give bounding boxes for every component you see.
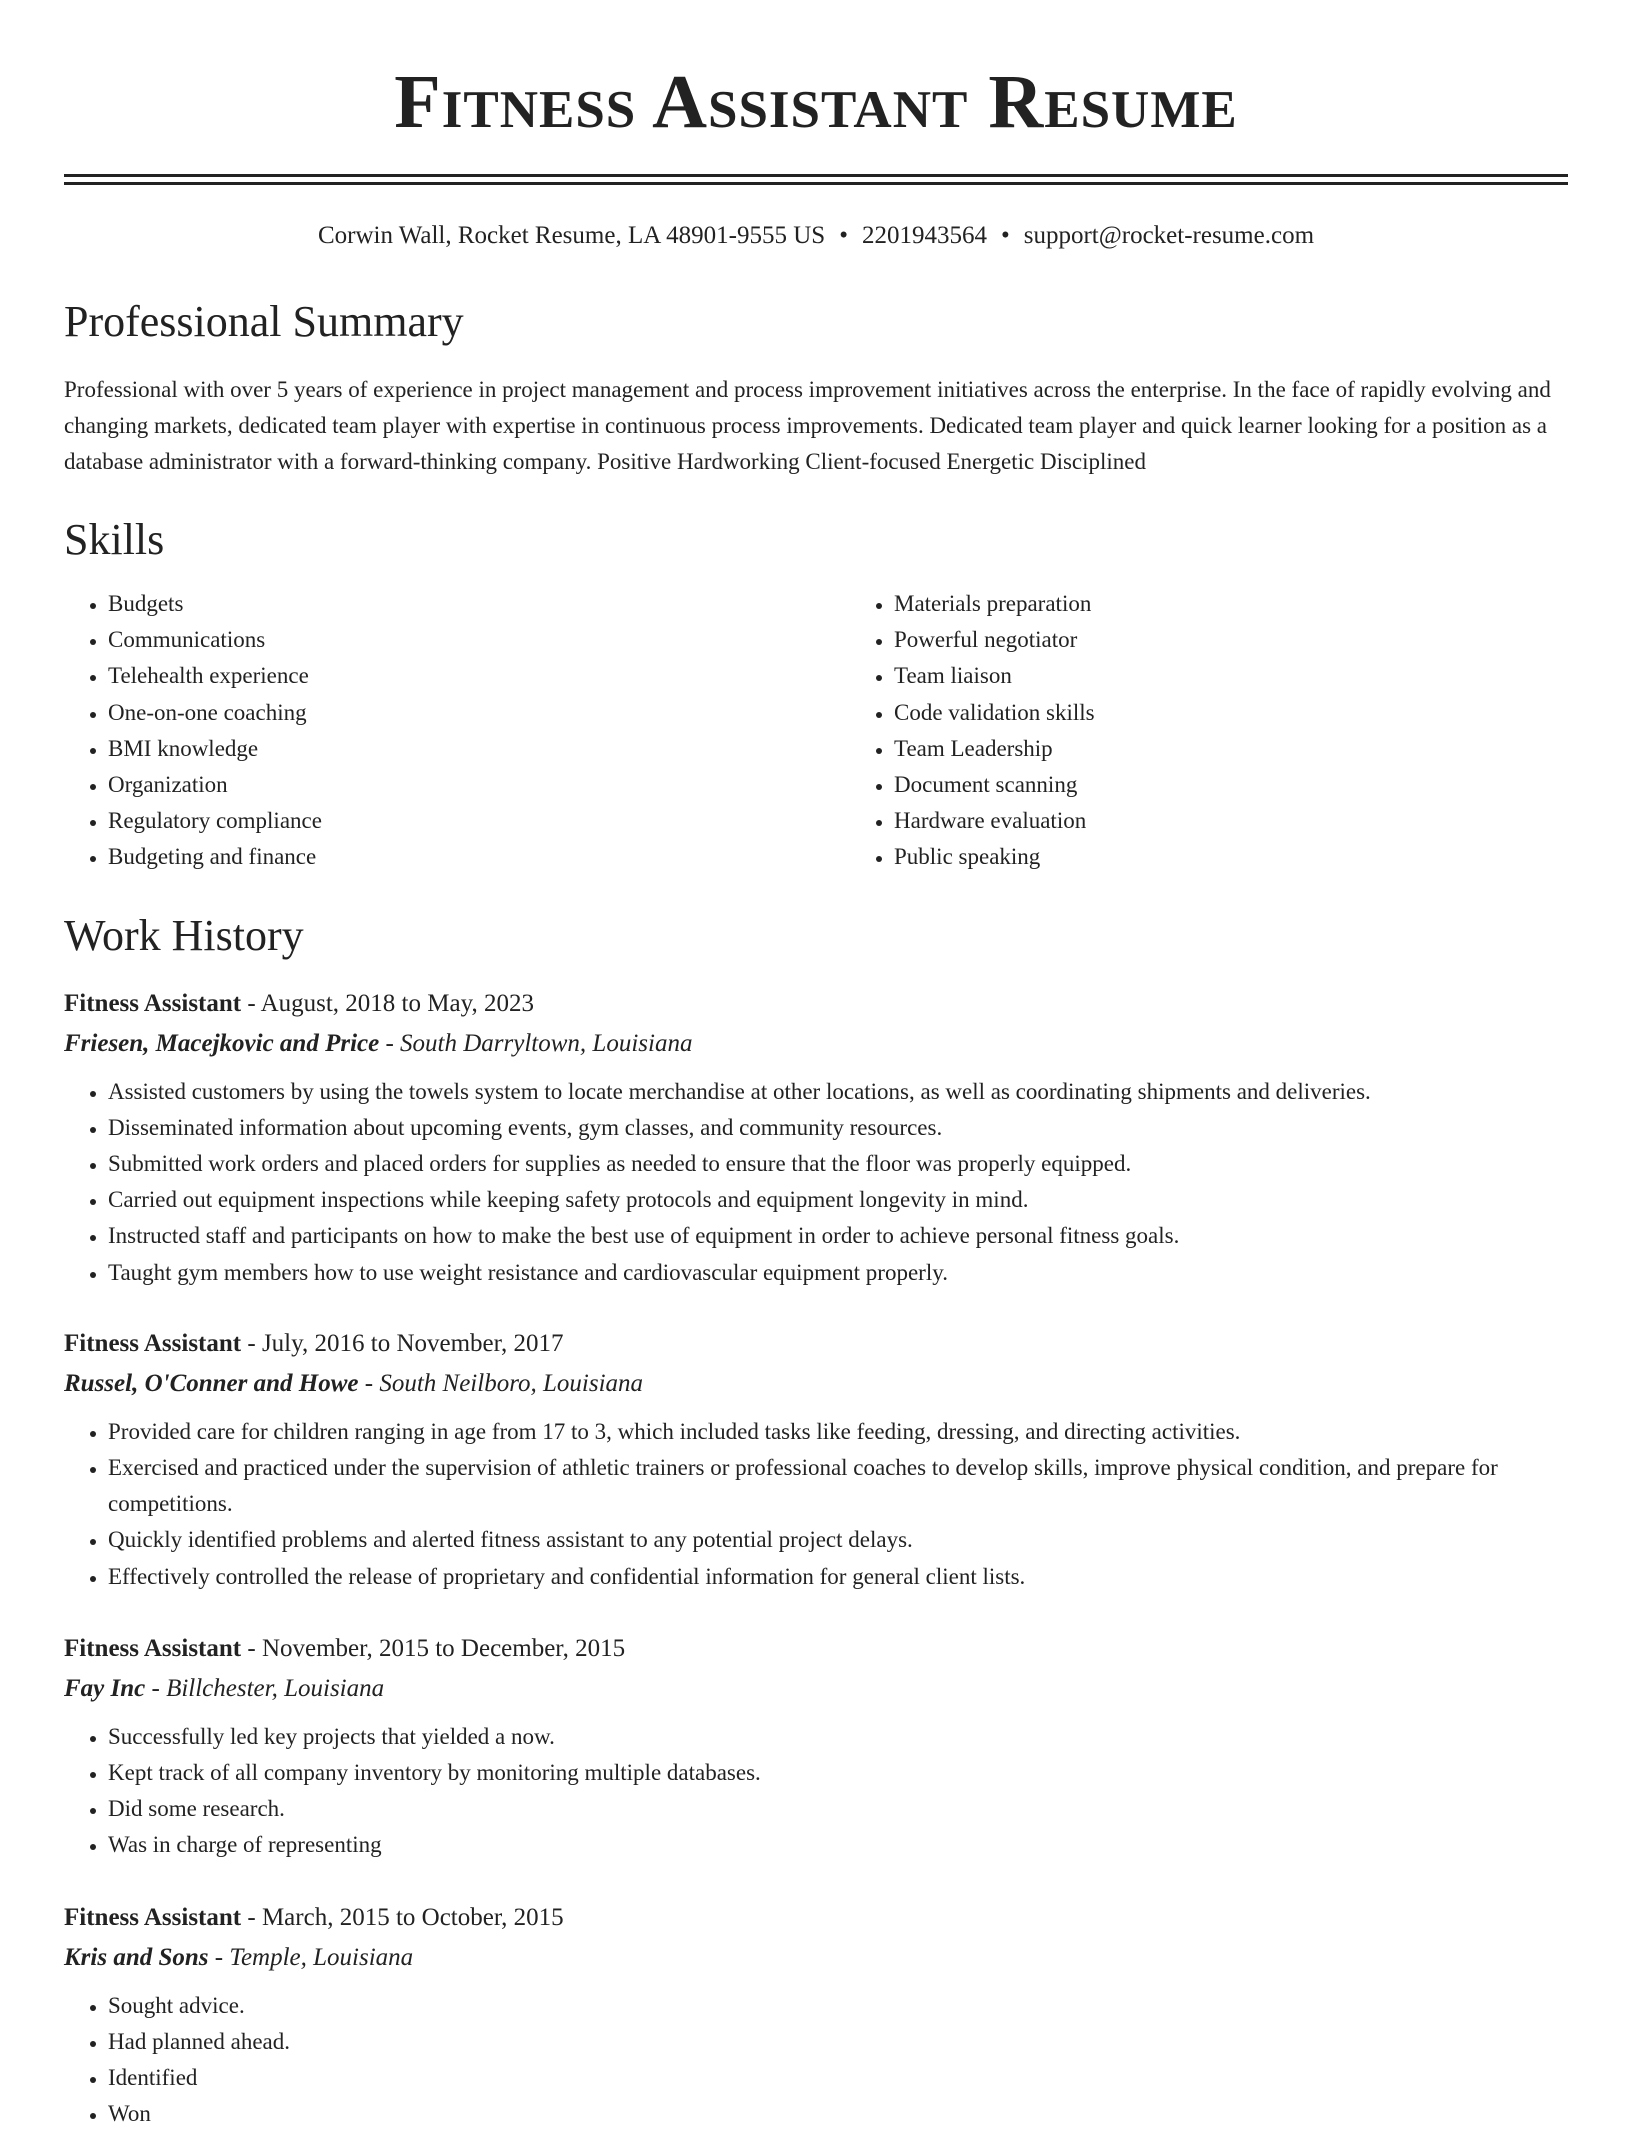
job-bullets bbox=[64, 1719, 1568, 1864]
job-bullets bbox=[64, 1988, 1568, 2133]
job-company: Fay Inc bbox=[64, 1674, 146, 1702]
skills-list-left bbox=[64, 586, 850, 876]
job-dates: - March, 2015 to October, 2015 bbox=[241, 1903, 564, 1931]
job-bullet: • Assisted customers by using the towels system to locate merchandise at other locations, as well as coordinating shipments and deliveries. bbox=[108, 1074, 1568, 1110]
job-bullet: • Sought advice. bbox=[108, 1988, 1568, 2024]
job-bullet: • Disseminated information about upcoming events, gym classes, and community resources. bbox=[108, 1110, 1568, 1146]
job-entry bbox=[64, 1324, 1568, 1595]
contact-line bbox=[64, 223, 1568, 248]
skill-item: • Team Leadership bbox=[894, 731, 1568, 767]
job-bullet: • Instructed staff and participants on how to make the best use of equipment in order to achieve personal fitness goals. bbox=[108, 1218, 1568, 1254]
skills-list-right bbox=[850, 586, 1568, 876]
summary-heading: Professional Summary bbox=[64, 297, 464, 346]
job-bullet: • Was in charge of representing bbox=[108, 1827, 1568, 1863]
skill-item: • Budgets bbox=[108, 586, 850, 622]
job-title-line bbox=[64, 984, 1568, 1024]
job-bullet: • Won bbox=[108, 2096, 1568, 2132]
job-entry bbox=[64, 984, 1568, 1291]
job-location: - South Neilboro, Louisiana bbox=[358, 1369, 644, 1397]
skill-item: • Telehealth experience bbox=[108, 658, 850, 694]
skills-columns bbox=[64, 586, 1568, 876]
contact-address: Corwin Wall, Rocket Resume, LA 48901-9555 US bbox=[317, 222, 826, 249]
job-role: Fitness Assistant bbox=[64, 1329, 242, 1357]
skill-item: • Code validation skills bbox=[894, 695, 1568, 731]
job-bullet: • Quickly identified problems and alerted fitness assistant to any potential project delays. bbox=[108, 1522, 1568, 1558]
title-divider bbox=[64, 174, 1568, 185]
job-bullet: • Effectively controlled the release of proprietary and confidential information for general client lists. bbox=[108, 1559, 1568, 1595]
job-bullet: • Taught gym members how to use weight resistance and cardiovascular equipment properly. bbox=[108, 1255, 1568, 1291]
job-bullet: • Submitted work orders and placed orders for supplies as needed to ensure that the floor was properly equipped. bbox=[108, 1146, 1568, 1182]
job-dates: - August, 2018 to May, 2023 bbox=[241, 989, 534, 1017]
skill-item: • Communications bbox=[108, 622, 850, 658]
job-location: - South Darryltown, Louisiana bbox=[379, 1029, 693, 1057]
job-bullet: • Kept track of all company inventory by monitoring multiple databases. bbox=[108, 1755, 1568, 1791]
job-title-line bbox=[64, 1629, 1568, 1669]
job-company-line bbox=[64, 1938, 1568, 1978]
skill-item: • Materials preparation bbox=[894, 586, 1568, 622]
job-location: - Temple, Louisiana bbox=[208, 1943, 414, 1971]
job-company-line bbox=[64, 1024, 1568, 1064]
contact-separator: • bbox=[1000, 222, 1010, 249]
job-bullet: • Identified bbox=[108, 2060, 1568, 2096]
job-company-line bbox=[64, 1669, 1568, 1709]
job-dates: - July, 2016 to November, 2017 bbox=[241, 1329, 564, 1357]
job-bullet: • Provided care for children ranging in age from 17 to 3, which included tasks like feeding, dressing, and directing activities. bbox=[108, 1414, 1568, 1450]
skill-item: • Hardware evaluation bbox=[894, 803, 1568, 839]
job-dates: - November, 2015 to December, 2015 bbox=[241, 1634, 626, 1662]
job-role: Fitness Assistant bbox=[64, 1634, 242, 1662]
work-history-heading: Work History bbox=[64, 910, 304, 960]
job-title-line bbox=[64, 1898, 1568, 1938]
job-bullets bbox=[64, 1414, 1568, 1595]
skill-item: • Document scanning bbox=[894, 767, 1568, 803]
skill-item: • Organization bbox=[108, 767, 850, 803]
job-entry bbox=[64, 1629, 1568, 1864]
job-bullet: • Did some research. bbox=[108, 1791, 1568, 1827]
skill-item: • Team liaison bbox=[894, 658, 1568, 694]
job-company-line bbox=[64, 1364, 1568, 1404]
job-company: Friesen, Macejkovic and Price bbox=[64, 1029, 380, 1057]
job-location: - Billchester, Louisiana bbox=[145, 1674, 385, 1702]
job-bullet: • Exercised and practiced under the supervision of athletic trainers or professional coaches to develop skills, improve physical condition, and prepare for competitions. bbox=[108, 1450, 1568, 1522]
contact-phone: 2201943564 bbox=[861, 222, 987, 249]
skill-item: • BMI knowledge bbox=[108, 731, 850, 767]
skill-item: • Powerful negotiator bbox=[894, 622, 1568, 658]
job-bullet: • Had planned ahead. bbox=[108, 2024, 1568, 2060]
skill-item: • Budgeting and finance bbox=[108, 839, 850, 875]
summary-text: Professional with over 5 years of experience in project management and process improvement initiatives across the enterprise. In the face of rapidly evolving and changing markets, dedicated team player with expertise in continuous process improvements. Dedicated team player and quick learner looking for a position as a database administrator with a forward-thinking company. Positive Hardworking Client-focused Energetic Disciplined bbox=[64, 377, 1551, 474]
job-role: Fitness Assistant bbox=[64, 1903, 242, 1931]
skill-item: • Public speaking bbox=[894, 839, 1568, 875]
contact-separator: • bbox=[839, 222, 848, 249]
job-bullet: • Successfully led key projects that yielded a now. bbox=[108, 1719, 1568, 1755]
job-bullets bbox=[64, 1074, 1568, 1291]
job-company: Kris and Sons bbox=[64, 1943, 209, 1971]
job-bullet: • Carried out equipment inspections while keeping safety protocols and equipment longevity in mind. bbox=[108, 1182, 1568, 1218]
job-role: Fitness Assistant bbox=[64, 989, 242, 1017]
skill-item: • Regulatory compliance bbox=[108, 803, 850, 839]
skills-heading: Skills bbox=[64, 515, 165, 564]
page-title: Fitness Assistant Resume bbox=[394, 60, 1238, 144]
contact-email: support@rocket-resume.com bbox=[1023, 222, 1315, 249]
job-title-line bbox=[64, 1324, 1568, 1364]
skill-item: • One-on-one coaching bbox=[108, 695, 850, 731]
job-entry bbox=[64, 1898, 1568, 2133]
job-company: Russel, O'Conner and Howe bbox=[64, 1369, 359, 1397]
